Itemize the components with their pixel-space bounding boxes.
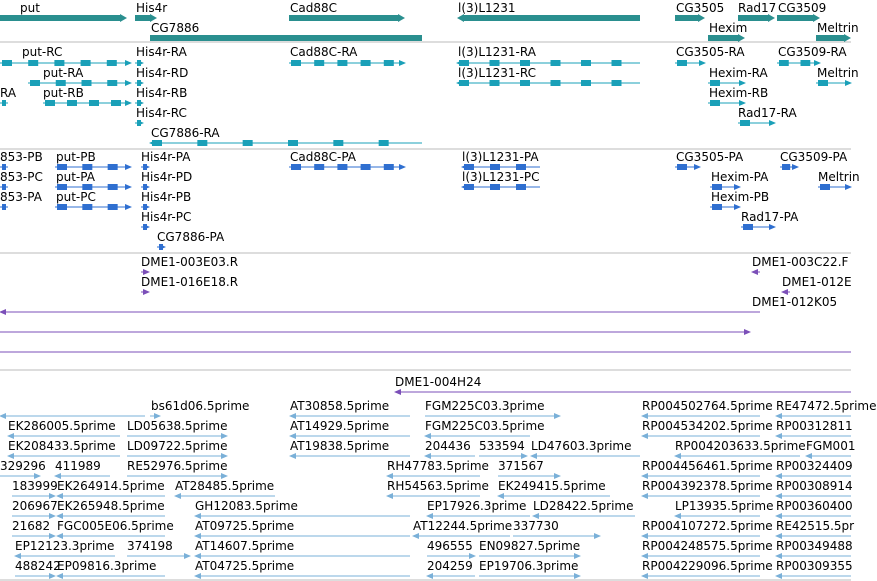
genes-feature-glyph[interactable] [150, 35, 422, 41]
est-feature-label[interactable]: AT14929.5prime [290, 419, 390, 433]
est-feature-label[interactable]: 496555 [427, 539, 473, 553]
rna-feature-label[interactable]: Rad17-RA [738, 106, 797, 120]
est-feature-label[interactable]: RH54563.5prime [387, 479, 489, 493]
genes-feature-label[interactable]: CG7886 [151, 21, 200, 35]
rna-feature-label[interactable]: Meltrin [817, 66, 859, 80]
probes-feature-label[interactable]: DME1-012E [782, 275, 852, 289]
genes-feature-glyph[interactable] [777, 14, 820, 22]
genes-feature-label[interactable]: put [20, 1, 40, 15]
est-feature-label[interactable]: RE47472.5prime [776, 399, 877, 413]
est-feature-label[interactable]: RH47783.5prime [387, 459, 489, 473]
genes-feature-label[interactable]: Meltrin [817, 21, 859, 35]
est-feature-label[interactable]: LD09722.5prime [127, 439, 228, 453]
genes-feature-label[interactable]: Rad17 [738, 1, 777, 15]
est-feature-label[interactable]: RE42515.5pr [776, 519, 855, 533]
genes-feature-glyph[interactable] [816, 34, 851, 42]
rna-feature-label[interactable]: CG3509-RA [778, 45, 847, 59]
est-feature-label[interactable]: 204259 [427, 559, 473, 573]
genes-feature-label[interactable]: CG3505 [676, 1, 725, 15]
protein-feature-label[interactable]: His4r-PD [141, 170, 193, 184]
probes-feature-glyph[interactable] [0, 309, 760, 315]
est-feature-label[interactable]: EK286005.5prime [8, 419, 116, 433]
rna-feature-label[interactable]: His4r-RC [136, 106, 187, 120]
est-feature-label[interactable]: RP004107272.5prime [642, 519, 773, 533]
probes-feature-glyph[interactable] [394, 389, 851, 395]
rna-feature-label[interactable]: put-RC [22, 45, 63, 59]
est-feature-label[interactable]: FGM225C03.3prime [425, 399, 545, 413]
rna-feature-glyph[interactable] [777, 60, 821, 66]
rna-feature-label[interactable]: His4r-RD [136, 66, 189, 80]
est-feature-label[interactable]: RP004203633.5prime [675, 439, 806, 453]
est-feature-label[interactable]: RP00312811 [776, 419, 853, 433]
est-feature-label[interactable]: EP12123.3prime [15, 539, 115, 553]
rna-feature-glyph[interactable] [738, 120, 776, 126]
protein-feature-label[interactable]: 853-PC [0, 170, 43, 184]
protein-feature-label[interactable]: Meltrin [818, 170, 860, 184]
est-feature-label[interactable]: LP13935.5prime [675, 499, 774, 513]
genes-feature-label[interactable]: CG3509 [778, 1, 827, 15]
est-feature-label[interactable]: AT28485.5prime [175, 479, 275, 493]
rna-feature-label[interactable]: CG3505-RA [676, 45, 745, 59]
rna-feature-label[interactable]: RA [0, 86, 17, 100]
est-feature-label[interactable]: EP17926.3prime [427, 499, 527, 513]
est-feature-glyph[interactable] [530, 453, 640, 459]
rna-feature-label[interactable]: Hexim-RA [709, 66, 768, 80]
est-feature-glyph[interactable] [426, 573, 475, 579]
est-feature-label[interactable]: EK264914.5prime [57, 479, 165, 493]
rna-feature-label[interactable]: Hexim-RB [709, 86, 769, 100]
est-feature-label[interactable]: 183999 [12, 479, 58, 493]
protein-feature-glyph[interactable] [461, 184, 540, 190]
protein-feature-glyph[interactable] [289, 164, 406, 170]
est-feature-label[interactable]: 533594 [479, 439, 525, 453]
est-feature-glyph[interactable] [194, 573, 410, 579]
protein-feature-glyph[interactable] [0, 204, 8, 210]
est-feature-label[interactable]: FGC005E06.5prime [57, 519, 174, 533]
est-feature-label[interactable]: EN09827.5prime [479, 539, 581, 553]
est-feature-label[interactable]: AT04725.5prime [195, 559, 295, 573]
rna-feature-label[interactable]: His4r-RA [136, 45, 187, 59]
genes-feature-glyph[interactable] [708, 34, 745, 42]
est-feature-label[interactable]: RP004502764.5prime [642, 399, 773, 413]
est-feature-label[interactable]: 371567 [498, 459, 544, 473]
protein-feature-label[interactable]: l(3)L1231-PA [462, 150, 539, 164]
probes-feature-label[interactable]: DME1-003E03.R [141, 255, 239, 269]
rna-feature-label[interactable]: put-RB [43, 86, 84, 100]
protein-feature-label[interactable]: 853-PB [0, 150, 43, 164]
est-feature-glyph[interactable] [56, 573, 165, 579]
est-feature-label[interactable]: LD05638.5prime [127, 419, 228, 433]
protein-feature-label[interactable]: 853-PA [0, 190, 42, 204]
probes-feature-label[interactable]: DME1-004H24 [395, 375, 482, 389]
rna-feature-glyph[interactable] [0, 100, 8, 106]
protein-feature-glyph[interactable] [157, 244, 166, 250]
protein-feature-glyph[interactable] [818, 184, 852, 190]
probes-feature-glyph[interactable] [0, 329, 751, 335]
protein-feature-label[interactable]: CG3505-PA [676, 150, 744, 164]
est-feature-label[interactable]: 337730 [513, 519, 559, 533]
probes-feature-label[interactable]: DME1-016E18.R [141, 275, 239, 289]
est-feature-label[interactable]: RP00360400 [776, 499, 853, 513]
est-feature-label[interactable]: RP004248575.5prime [642, 539, 773, 553]
genes-feature-label[interactable]: Cad88C [290, 1, 337, 15]
est-feature-glyph[interactable] [641, 573, 760, 579]
est-feature-label[interactable]: RP00324409 [776, 459, 853, 473]
protein-feature-glyph[interactable] [710, 204, 741, 210]
est-feature-label[interactable]: RP004229096.5prime [642, 559, 773, 573]
est-feature-label[interactable]: LD47603.3prime [531, 439, 632, 453]
genes-feature-glyph[interactable] [0, 14, 127, 22]
est-feature-label[interactable]: EK265948.5prime [57, 499, 165, 513]
est-feature-label[interactable]: AT30858.5prime [290, 399, 390, 413]
rna-feature-glyph[interactable] [675, 60, 706, 66]
est-feature-label[interactable]: 374198 [127, 539, 173, 553]
rna-feature-label[interactable]: put-RA [43, 66, 84, 80]
est-feature-glyph[interactable] [479, 573, 581, 579]
est-feature-label[interactable]: RP00349488 [776, 539, 853, 553]
est-feature-label[interactable]: RP004392378.5prime [642, 479, 773, 493]
rna-feature-label[interactable]: CG7886-RA [151, 126, 220, 140]
protein-feature-label[interactable]: His4r-PA [141, 150, 191, 164]
protein-feature-glyph[interactable] [55, 204, 132, 210]
est-feature-label[interactable]: 488242 [15, 559, 61, 573]
est-feature-glyph[interactable] [775, 573, 851, 579]
genes-feature-label[interactable]: His4r [136, 1, 168, 15]
rna-feature-glyph[interactable] [456, 80, 640, 86]
protein-feature-glyph[interactable] [741, 224, 776, 230]
protein-feature-glyph[interactable] [675, 164, 701, 170]
est-feature-glyph[interactable] [15, 573, 56, 579]
est-feature-label[interactable]: GH12083.5prime [195, 499, 298, 513]
rna-feature-label[interactable]: l(3)L1231-RC [458, 66, 537, 80]
est-feature-label[interactable]: RE52976.5prime [127, 459, 228, 473]
protein-feature-label[interactable]: His4r-PC [141, 210, 192, 224]
rna-feature-label[interactable]: l(3)L1231-RA [458, 45, 536, 59]
protein-feature-label[interactable]: Hexim-PA [711, 170, 769, 184]
protein-feature-label[interactable]: CG3509-PA [780, 150, 848, 164]
protein-feature-label[interactable]: His4r-PB [141, 190, 192, 204]
est-feature-label[interactable]: 204436 [425, 439, 471, 453]
rna-feature-glyph[interactable] [135, 120, 144, 126]
rna-feature-label[interactable]: Cad88C-RA [290, 45, 358, 59]
est-feature-label[interactable]: RP004456461.5prime [642, 459, 773, 473]
genes-feature-glyph[interactable] [289, 14, 405, 22]
protein-feature-glyph[interactable] [141, 224, 150, 230]
rna-feature-label[interactable]: His4r-RB [136, 86, 188, 100]
est-feature-label[interactable]: 21682 [12, 519, 51, 533]
genes-feature-label[interactable]: Hexim [709, 21, 748, 35]
est-feature-label[interactable]: 206967 [12, 499, 58, 513]
protein-feature-label[interactable]: Hexim-PB [711, 190, 770, 204]
genes-feature-label[interactable]: l(3)L1231 [458, 1, 516, 15]
rna-feature-glyph[interactable] [289, 60, 406, 66]
genes-feature-glyph[interactable] [675, 14, 705, 22]
protein-feature-label[interactable]: CG7886-PA [157, 230, 225, 244]
est-feature-label[interactable]: 329296 [0, 459, 46, 473]
est-feature-label[interactable]: RP00308914 [776, 479, 853, 493]
est-feature-label[interactable]: RP00309355 [776, 559, 853, 573]
est-feature-label[interactable]: EP19706.3prime [479, 559, 579, 573]
est-feature-label[interactable]: 411989 [55, 459, 101, 473]
est-feature-label[interactable]: EK249415.5prime [498, 479, 606, 493]
est-feature-label[interactable]: FGM001 [806, 439, 856, 453]
probes-feature-label[interactable]: DME1-012K05 [752, 295, 838, 309]
est-feature-label[interactable]: RP004534202.5prime [642, 419, 773, 433]
protein-feature-label[interactable]: put-PA [56, 170, 95, 184]
probes-feature-label[interactable]: DME1-003C22.F [752, 255, 849, 269]
protein-feature-label[interactable]: put-PC [56, 190, 96, 204]
est-feature-label[interactable]: EP09816.3prime [57, 559, 157, 573]
protein-feature-glyph[interactable] [780, 164, 799, 170]
protein-feature-label[interactable]: put-PB [56, 150, 96, 164]
protein-feature-label[interactable]: l(3)L1231-PC [462, 170, 540, 184]
est-feature-label[interactable]: AT09725.5prime [195, 519, 295, 533]
est-feature-label[interactable]: FGM225C03.5prime [425, 419, 545, 433]
est-feature-label[interactable]: bs61d06.5prime [151, 399, 250, 413]
genes-feature-glyph[interactable] [457, 14, 640, 22]
rna-feature-glyph[interactable] [149, 140, 422, 146]
rna-feature-glyph[interactable] [43, 100, 132, 106]
est-feature-label[interactable]: AT12244.5prime [413, 519, 513, 533]
est-feature-label[interactable]: LD28422.5prime [533, 499, 634, 513]
est-feature-label[interactable]: EK208433.5prime [8, 439, 116, 453]
probes-feature-glyph[interactable] [751, 269, 760, 275]
probes-feature-glyph[interactable] [141, 289, 150, 295]
rna-feature-glyph[interactable] [816, 80, 852, 86]
protein-feature-label[interactable]: Rad17-PA [741, 210, 799, 224]
est-feature-label[interactable]: AT19838.5prime [290, 439, 390, 453]
protein-feature-label[interactable]: Cad88C-PA [290, 150, 357, 164]
est-feature-label[interactable]: AT14607.5prime [195, 539, 295, 553]
